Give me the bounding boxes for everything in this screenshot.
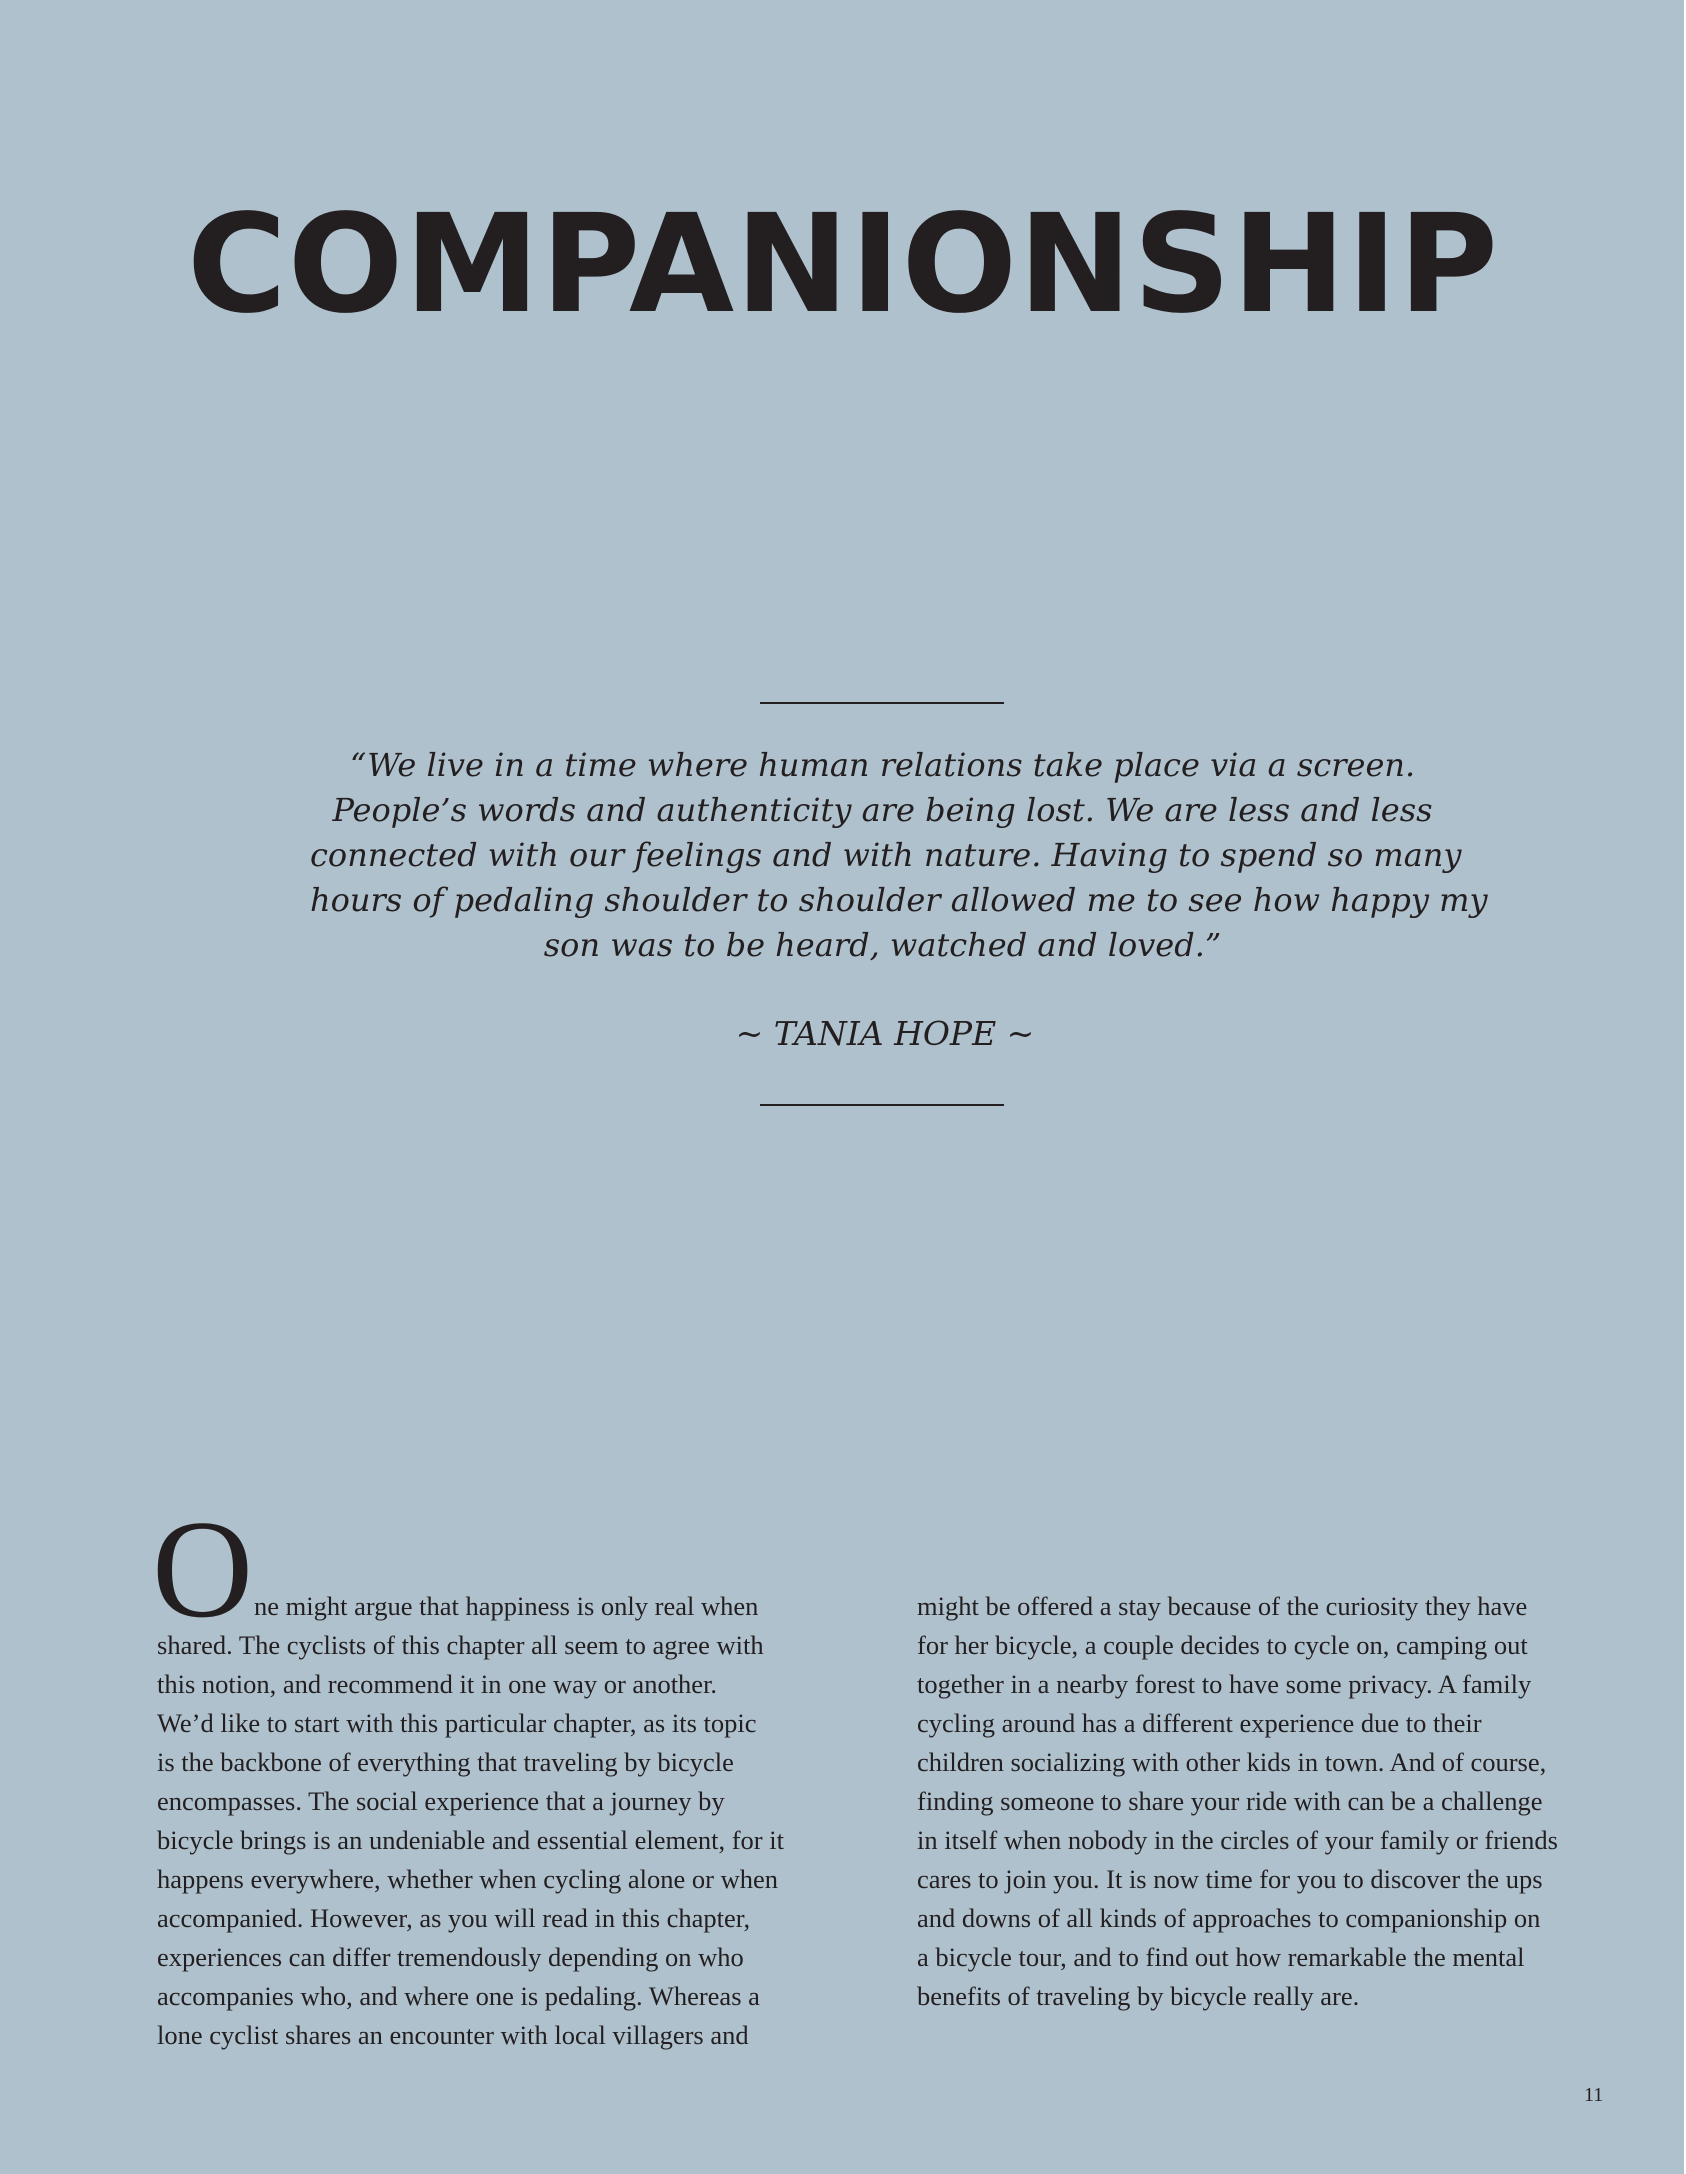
- quote-attribution: ~ TANIA HOPE ~: [735, 1014, 1035, 1053]
- body-line: this notion, and recommend it in one way or another.: [157, 1669, 718, 1699]
- body-line: experiences can differ tremendously depending on who: [157, 1942, 744, 1972]
- body-line: children socializing with other kids in town. And of course,: [917, 1747, 1547, 1777]
- body-line: finding someone to share your ride with can be a challenge: [917, 1786, 1543, 1816]
- body-line: ne might argue that happiness is only real when: [254, 1591, 759, 1621]
- body-line: encompasses. The social experience that a journey by: [157, 1786, 725, 1816]
- quote-line: “We live in a time where human relations take place via a screen.: [349, 746, 1416, 784]
- body-line: together in a nearby forest to have some privacy. A family: [917, 1669, 1532, 1699]
- body-line: for her bicycle, a couple decides to cycle on, camping out: [917, 1630, 1528, 1660]
- body-line: bicycle brings is an undeniable and essential element, for it: [157, 1825, 784, 1855]
- body-line: accompanies who, and where one is pedaling. Whereas a: [157, 1981, 760, 2011]
- quote-line: People’s words and authenticity are being lost. We are less and less: [332, 791, 1433, 829]
- body-line: benefits of traveling by bicycle really are.: [917, 1981, 1360, 2011]
- body-line: shared. The cyclists of this chapter all seem to agree with: [157, 1630, 764, 1660]
- body-line: a bicycle tour, and to find out how remarkable the mental: [917, 1942, 1525, 1972]
- body-line: lone cyclist shares an encounter with local villagers and: [157, 2020, 749, 2050]
- body-line: We’d like to start with this particular chapter, as its topic: [157, 1708, 757, 1738]
- pull-quote: [310, 743, 1488, 968]
- quote-line: hours of pedaling shoulder to shoulder allowed me to see how happy my: [310, 881, 1488, 919]
- body-line: might be offered a stay because of the curiosity they have: [917, 1591, 1528, 1621]
- drop-cap: O: [152, 1492, 254, 1647]
- quote-divider-top: [760, 702, 1004, 704]
- body-line: is the backbone of everything that traveling by bicycle: [157, 1747, 734, 1777]
- quote-line: connected with our feelings and with nature. Having to spend so many: [310, 836, 1462, 874]
- body-line: in itself when nobody in the circles of your family or friends: [917, 1825, 1558, 1855]
- body-line: accompanied. However, as you will read in this chapter,: [157, 1903, 751, 1933]
- body-column-left: [157, 1587, 837, 2055]
- body-line: cycling around has a different experience due to their: [917, 1708, 1482, 1738]
- quote-divider-bottom: [760, 1104, 1004, 1106]
- page-number: 11: [1584, 2084, 1604, 2106]
- quote-line: son was to be heard, watched and loved.”: [543, 926, 1222, 964]
- body-column-right: [917, 1587, 1597, 2016]
- body-line: and downs of all kinds of approaches to companionship on: [917, 1903, 1541, 1933]
- body-line: happens everywhere, whether when cycling alone or when: [157, 1864, 779, 1894]
- page-title: COMPANIONSHIP: [186, 186, 1500, 344]
- body-line: cares to join you. It is now time for you to discover the ups: [917, 1864, 1543, 1894]
